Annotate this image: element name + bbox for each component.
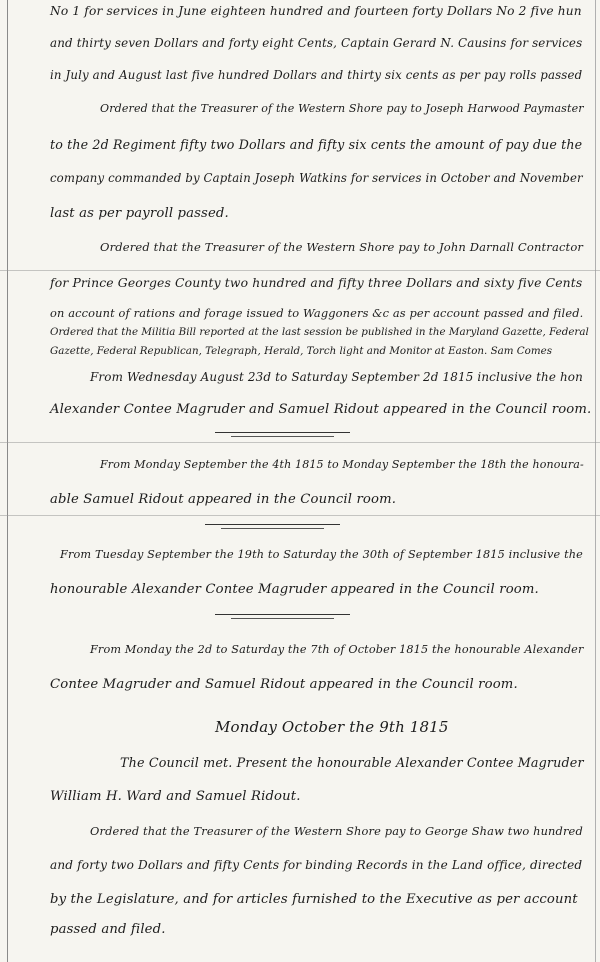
- text-line: Gazette, Federal Republican, Telegraph, Herald, Torch light and Monitor at Easton. Sam Comes: [50, 345, 553, 357]
- text-line: From Monday September the 4th 1815 to Monday September the 18th the honoura-: [100, 458, 584, 471]
- text-line: company commanded by Captain Joseph Watkins for services in October and November: [50, 171, 583, 185]
- text-line: No 1 for services in June eighteen hundred and fourteen forty Dollars No 2 five hun: [50, 4, 582, 18]
- text-line: able Samuel Ridout appeared in the Council room.: [50, 492, 397, 507]
- text-line: From Wednesday August 23d to Saturday September 2d 1815 inclusive the hon: [90, 370, 583, 384]
- section-divider: [215, 614, 350, 615]
- scan-fold-line: [0, 270, 600, 271]
- text-line: and forty two Dollars and fifty Cents for binding Records in the Land office, directed: [50, 858, 583, 872]
- text-line: Contee Magruder and Samuel Ridout appeared in the Council room.: [50, 677, 518, 692]
- text-line: Ordered that the Treasurer of the Western Shore pay to Joseph Harwood Paymaster: [100, 102, 584, 115]
- text-line: Ordered that the Militia Bill reported at the last session be published in the Maryland Gazette, Federal: [50, 326, 589, 338]
- section-divider: [215, 432, 350, 433]
- text-line: From Monday the 2d to Saturday the 7th of October 1815 the honourable Alexander: [90, 643, 584, 656]
- text-line: From Tuesday September the 19th to Saturday the 30th of September 1815 inclusive the: [60, 548, 583, 561]
- left-margin-rule: [7, 0, 8, 962]
- text-line: The Council met. Present the honourable Alexander Contee Magruder: [120, 755, 584, 770]
- text-line: William H. Ward and Samuel Ridout.: [50, 789, 301, 804]
- text-line: and thirty seven Dollars and forty eight Cents, Captain Gerard N. Causins for services: [50, 36, 583, 50]
- text-line: Ordered that the Treasurer of the Western Shore pay to George Shaw two hundred: [90, 824, 583, 838]
- text-line: to the 2d Regiment fifty two Dollars and fifty six cents the amount of pay due the: [50, 137, 583, 152]
- text-line: on account of rations and forage issued to Waggoners &c as per account passed and filed.: [50, 306, 584, 320]
- text-line: last as per payroll passed.: [50, 206, 229, 221]
- text-line: in July and August last five hundred Dollars and thirty six cents as per pay rolls passed: [50, 68, 583, 82]
- section-divider: [205, 524, 340, 525]
- text-line: by the Legislature, and for articles furnished to the Executive as per account: [50, 892, 578, 907]
- text-line: honourable Alexander Contee Magruder appeared in the Council room.: [50, 582, 539, 597]
- text-line: passed and filed.: [50, 922, 166, 937]
- text-line: for Prince Georges County two hundred and fifty three Dollars and sixty five Cents: [50, 276, 583, 290]
- scan-fold-line: [0, 442, 600, 443]
- text-line: Ordered that the Treasurer of the Western Shore pay to John Darnall Contractor: [100, 240, 584, 254]
- scan-fold-line: [0, 515, 600, 516]
- text-line: Alexander Contee Magruder and Samuel Ridout appeared in the Council room.: [50, 402, 592, 417]
- right-page-edge: [595, 0, 596, 962]
- entry-date-heading: Monday October the 9th 1815: [215, 718, 449, 736]
